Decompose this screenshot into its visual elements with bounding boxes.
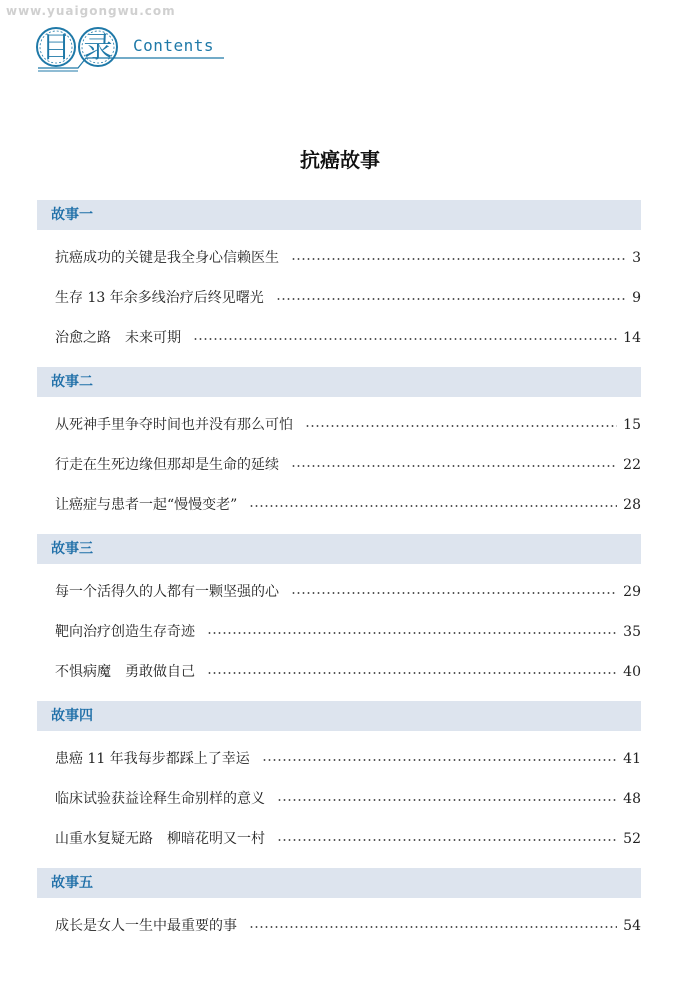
toc-entry[interactable] [37, 445, 641, 485]
logo-char-lu: 录 [83, 30, 113, 64]
dot-leader [277, 799, 617, 801]
toc-entry-title: 治愈之路 未来可期 [55, 330, 181, 346]
toc-entry[interactable] [37, 652, 641, 692]
toc-entry-page: 22 [623, 457, 641, 473]
table-of-contents [37, 200, 641, 955]
contents-logo [34, 26, 234, 76]
section-header: 故事四 [37, 701, 641, 731]
toc-entry-page: 9 [632, 290, 641, 306]
toc-entry-title: 山重水复疑无路 柳暗花明又一村 [55, 831, 265, 847]
toc-entry-title: 成长是女人一生中最重要的事 [55, 918, 237, 934]
dot-leader [193, 338, 617, 340]
toc-entry-title: 每一个活得久的人都有一颗坚强的心 [55, 584, 279, 600]
toc-entry-title: 抗癌成功的关键是我全身心信赖医生 [55, 250, 279, 266]
toc-entry-page: 14 [623, 330, 641, 346]
toc-entry[interactable] [37, 572, 641, 612]
toc-entry-page: 29 [623, 584, 641, 600]
dot-leader [207, 632, 617, 634]
toc-entry[interactable] [37, 485, 641, 525]
toc-entry-title: 生存 13 年余多线治疗后终见曙光 [55, 290, 264, 306]
toc-entry[interactable] [37, 238, 641, 278]
section-entries [37, 230, 641, 367]
toc-entry[interactable] [37, 779, 641, 819]
toc-entry[interactable] [37, 739, 641, 779]
watermark: www.yuaigongwu.com [6, 4, 176, 18]
toc-entry-title: 从死神手里争夺时间也并没有那么可怕 [55, 417, 293, 433]
toc-entry-page: 15 [623, 417, 641, 433]
section-entries [37, 564, 641, 701]
toc-entry-page: 48 [623, 791, 641, 807]
toc-entry[interactable] [37, 405, 641, 445]
logo-char-mu: 目 [41, 30, 71, 64]
toc-entry-page: 35 [623, 624, 641, 640]
dot-leader [277, 839, 617, 841]
toc-entry[interactable] [37, 906, 641, 946]
dot-leader [262, 759, 617, 761]
section-entries [37, 397, 641, 534]
toc-entry-title: 让癌症与患者一起“慢慢变老” [55, 497, 238, 513]
dot-leader [305, 425, 617, 427]
toc-entry[interactable] [37, 318, 641, 358]
dot-leader [291, 465, 617, 467]
section-header: 故事二 [37, 367, 641, 397]
toc-entry-page: 40 [623, 664, 641, 680]
dot-leader [249, 926, 617, 928]
logo-contents-text: Contents [133, 36, 215, 55]
section-header: 故事三 [37, 534, 641, 564]
toc-entry-page: 28 [623, 497, 641, 513]
section-header: 故事一 [37, 200, 641, 230]
page-title: 抗癌故事 [300, 148, 380, 172]
dot-leader [207, 672, 617, 674]
toc-entry-title: 不惧病魔 勇敢做自己 [55, 664, 195, 680]
section-entries [37, 898, 641, 955]
dot-leader [276, 298, 625, 300]
toc-entry[interactable] [37, 612, 641, 652]
toc-entry-title: 行走在生死边缘但那却是生命的延续 [55, 457, 279, 473]
toc-entry[interactable] [37, 819, 641, 859]
toc-entry-title: 患癌 11 年我每步都踩上了幸运 [55, 751, 250, 767]
toc-entry[interactable] [37, 278, 641, 318]
toc-entry-page: 54 [623, 918, 641, 934]
toc-entry-page: 3 [632, 250, 641, 266]
dot-leader [291, 258, 625, 260]
toc-entry-title: 临床试验获益诠释生命别样的意义 [55, 791, 265, 807]
section-header: 故事五 [37, 868, 641, 898]
toc-entry-page: 41 [623, 751, 641, 767]
toc-entry-page: 52 [623, 831, 641, 847]
section-entries [37, 731, 641, 868]
toc-entry-title: 靶向治疗创造生存奇迹 [55, 624, 195, 640]
dot-leader [291, 592, 617, 594]
dot-leader [249, 505, 617, 507]
